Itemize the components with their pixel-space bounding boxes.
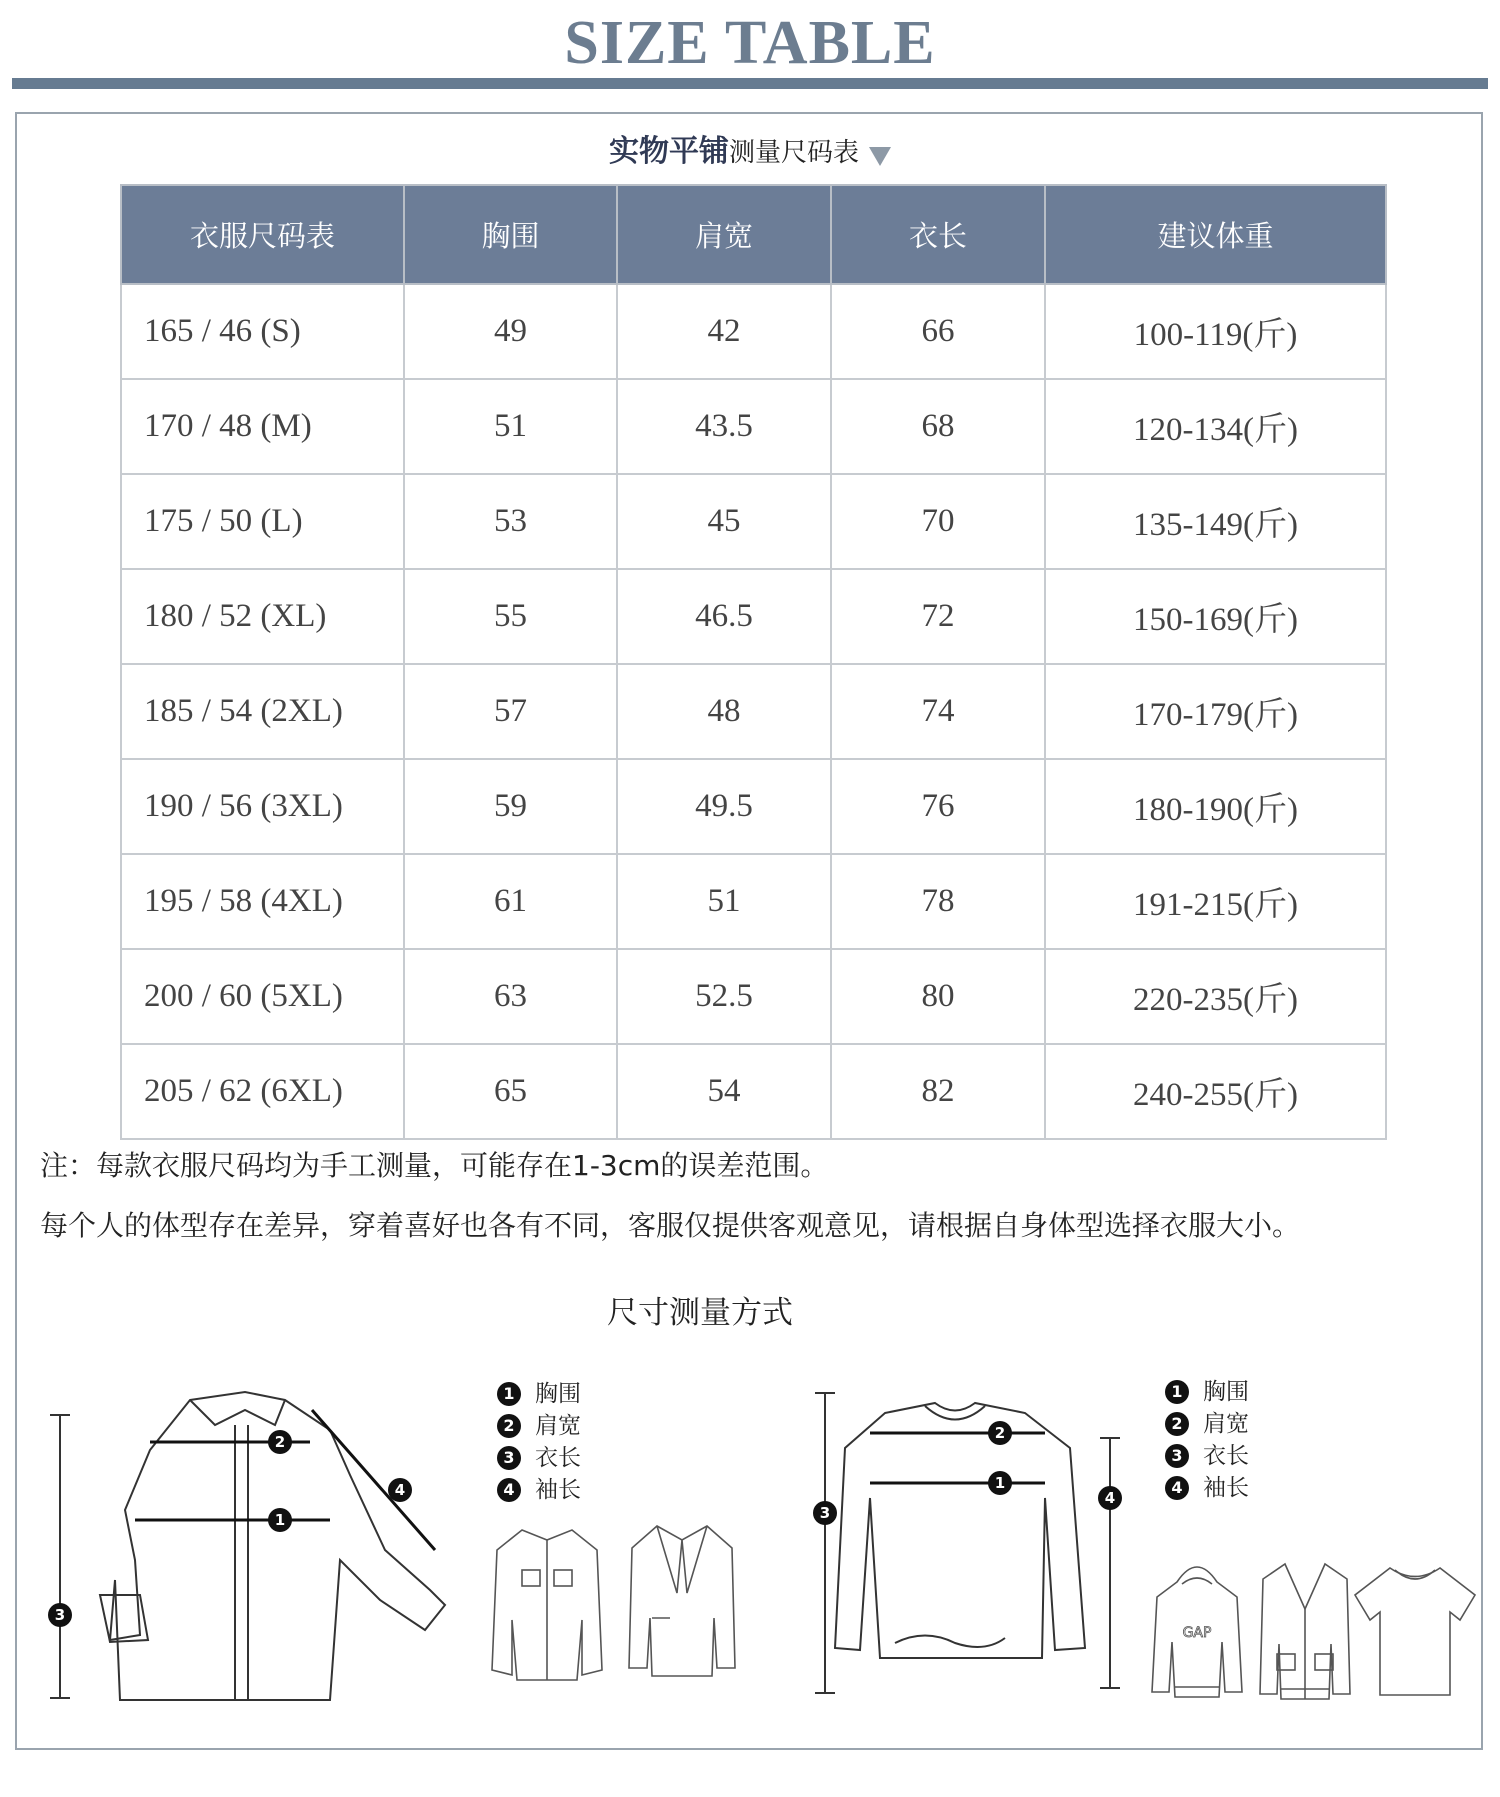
table-header-row [121, 185, 1386, 284]
size-table [120, 184, 1387, 1140]
legend-label: 肩宽 [535, 1413, 581, 1439]
table-row [121, 949, 1386, 1044]
triangle-down-icon [869, 147, 891, 166]
table-row [121, 854, 1386, 949]
cell-length: 76 [831, 759, 1045, 854]
legend-item [497, 1442, 581, 1474]
legend-item [497, 1474, 581, 1506]
cell-chest: 63 [404, 949, 617, 1044]
cell-size: 190 / 56 (3XL) [121, 759, 404, 854]
cell-size: 200 / 60 (5XL) [121, 949, 404, 1044]
legend-label: 胸围 [535, 1381, 581, 1407]
cell-length: 82 [831, 1044, 1045, 1139]
hoodie-sketch [1147, 1552, 1247, 1702]
legend-item [1165, 1440, 1249, 1472]
cell-chest: 65 [404, 1044, 617, 1139]
header-shoulder: 肩宽 [617, 185, 831, 284]
table-subtitle [0, 126, 1500, 170]
page-title: SIZE TABLE [564, 9, 936, 77]
cell-weight: 120-134(斤) [1045, 379, 1386, 474]
cell-weight: 150-169(斤) [1045, 569, 1386, 664]
number-badge-icon: 1 [1165, 1380, 1189, 1404]
legend-label: 肩宽 [1203, 1411, 1249, 1437]
cell-shoulder: 52.5 [617, 949, 831, 1044]
note-line-2: 每个人的体型存在差异，穿着喜好也各有不同，客服仅提供客观意见，请根据自身体型选择衣服大小。 [40, 1209, 1301, 1242]
cell-length: 66 [831, 284, 1045, 379]
legend-left [497, 1378, 581, 1506]
svg-text:4: 4 [394, 1481, 406, 1499]
cell-length: 74 [831, 664, 1045, 759]
sweater-diagram [805, 1388, 1205, 1708]
table-row [121, 284, 1386, 379]
cell-shoulder: 42 [617, 284, 831, 379]
cell-length: 68 [831, 379, 1045, 474]
legend-item [1165, 1408, 1249, 1440]
cell-shoulder: 46.5 [617, 569, 831, 664]
svg-text:4: 4 [1104, 1489, 1116, 1507]
legend-item [497, 1410, 581, 1442]
number-badge-icon: 4 [1165, 1476, 1189, 1500]
svg-text:2: 2 [274, 1433, 286, 1451]
cell-chest: 57 [404, 664, 617, 759]
number-badge-icon: 3 [1165, 1444, 1189, 1468]
number-badge-icon: 2 [1165, 1412, 1189, 1436]
cell-length: 80 [831, 949, 1045, 1044]
cell-weight: 240-255(斤) [1045, 1044, 1386, 1139]
header-chest: 胸围 [404, 185, 617, 284]
cell-shoulder: 45 [617, 474, 831, 569]
cell-length: 78 [831, 854, 1045, 949]
header-size: 衣服尺码表 [121, 185, 404, 284]
cell-length: 70 [831, 474, 1045, 569]
svg-text:1: 1 [274, 1511, 286, 1529]
cell-length: 72 [831, 569, 1045, 664]
subtitle-light: 测量尺码表 [728, 138, 859, 168]
svg-text:3: 3 [54, 1606, 66, 1624]
cell-shoulder: 54 [617, 1044, 831, 1139]
cell-chest: 53 [404, 474, 617, 569]
number-badge-icon: 1 [497, 1382, 521, 1406]
shirt-diagram [40, 1380, 540, 1720]
svg-text:3: 3 [819, 1504, 831, 1522]
cell-size: 180 / 52 (XL) [121, 569, 404, 664]
table-row [121, 664, 1386, 759]
cell-size: 170 / 48 (M) [121, 379, 404, 474]
cell-shoulder: 49.5 [617, 759, 831, 854]
cell-size: 175 / 50 (L) [121, 474, 404, 569]
legend-label: 胸围 [1203, 1379, 1249, 1405]
legend-label: 衣长 [535, 1445, 581, 1471]
legend-item [1165, 1472, 1249, 1504]
header-length: 衣长 [831, 185, 1045, 284]
svg-text:2: 2 [994, 1424, 1006, 1442]
hoodie-logo-text: GAP [1182, 1625, 1212, 1641]
cell-size: 165 / 46 (S) [121, 284, 404, 379]
legend-label: 袖长 [1203, 1475, 1249, 1501]
cell-chest: 51 [404, 379, 617, 474]
subtitle-strong: 实物平铺 [608, 134, 729, 169]
cell-weight: 180-190(斤) [1045, 759, 1386, 854]
blazer-sketch [622, 1518, 742, 1688]
cell-size: 195 / 58 (4XL) [121, 854, 404, 949]
tshirt-sketch [1350, 1560, 1480, 1700]
cell-size: 205 / 62 (6XL) [121, 1044, 404, 1139]
cell-size: 185 / 54 (2XL) [121, 664, 404, 759]
table-row [121, 474, 1386, 569]
header-weight: 建议体重 [1045, 185, 1386, 284]
number-badge-icon: 2 [497, 1414, 521, 1438]
svg-text:1: 1 [994, 1474, 1006, 1492]
legend-label: 衣长 [1203, 1443, 1249, 1469]
title-divider [12, 78, 1488, 89]
number-badge-icon: 4 [497, 1478, 521, 1502]
cell-weight: 170-179(斤) [1045, 664, 1386, 759]
cell-shoulder: 43.5 [617, 379, 831, 474]
note-line-1: 注：每款衣服尺码均为手工测量，可能存在1-3cm的误差范围。 [40, 1149, 829, 1182]
cell-chest: 55 [404, 569, 617, 664]
cardigan-sketch [1255, 1554, 1355, 1704]
cell-weight: 191-215(斤) [1045, 854, 1386, 949]
cell-chest: 59 [404, 759, 617, 854]
table-row [121, 569, 1386, 664]
cell-weight: 220-235(斤) [1045, 949, 1386, 1044]
number-badge-icon: 3 [497, 1446, 521, 1470]
legend-item [1165, 1376, 1249, 1408]
measure-title: 尺寸测量方式 [607, 1295, 793, 1331]
cell-chest: 61 [404, 854, 617, 949]
legend-item [497, 1378, 581, 1410]
table-row [121, 759, 1386, 854]
legend-right [1165, 1376, 1249, 1504]
cell-chest: 49 [404, 284, 617, 379]
table-row [121, 1044, 1386, 1139]
cell-weight: 100-119(斤) [1045, 284, 1386, 379]
legend-label: 袖长 [535, 1477, 581, 1503]
cell-shoulder: 51 [617, 854, 831, 949]
cell-shoulder: 48 [617, 664, 831, 759]
table-row [121, 379, 1386, 474]
cell-weight: 135-149(斤) [1045, 474, 1386, 569]
jacket-sketch [487, 1520, 607, 1690]
